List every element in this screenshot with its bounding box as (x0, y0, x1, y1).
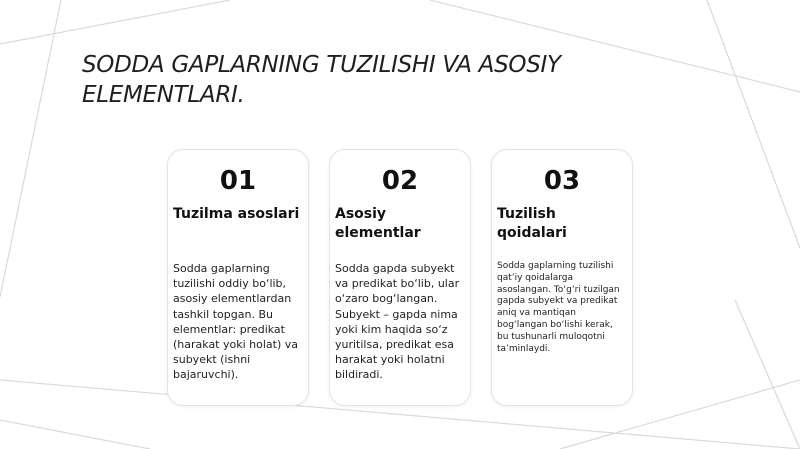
card-body: Sodda gaplarning tuzilishi oddiy bo‘lib, asosiy elementlardan tashkil topgan. Bu elementlar: predikat (harakat yoki holat) va subyekt (ishni bajaruvchi). (173, 262, 299, 382)
card-heading: Tuzilma asoslari (173, 206, 300, 222)
page-title: SODDA GAPLARNING TUZILISHI VA ASOSIY ELEMENTLARI. (82, 52, 561, 108)
card-body: Sodda gapda subyekt va predikat bo‘lib, ular o‘zaro bog‘langan. Subyekt – gapda nima yoki kim haqida so‘z yuritilsa, predikat esa harakat yoki holatni bildiradi. (335, 262, 460, 382)
card-body: Sodda gaplarning tuzilishi qat’iy qoidalarga asoslangan. To‘g‘ri tuzilgan gapda subyekt va predikat aniq va mantiqan bog‘langan bo‘lishi kerak, bu tushunarli muloqotni ta’minlaydi. (497, 261, 620, 354)
card-number: 03 (543, 166, 581, 196)
card-tuzilish-qoidalari (491, 149, 633, 406)
card-asosiy-elementlar (329, 149, 471, 406)
card-heading: Asosiy elementlar (335, 206, 421, 241)
card-number: 02 (381, 166, 419, 196)
card-tuzilma-asoslari (167, 149, 309, 406)
card-heading: Tuzilish qoidalari (497, 206, 567, 241)
card-number: 01 (219, 166, 257, 196)
